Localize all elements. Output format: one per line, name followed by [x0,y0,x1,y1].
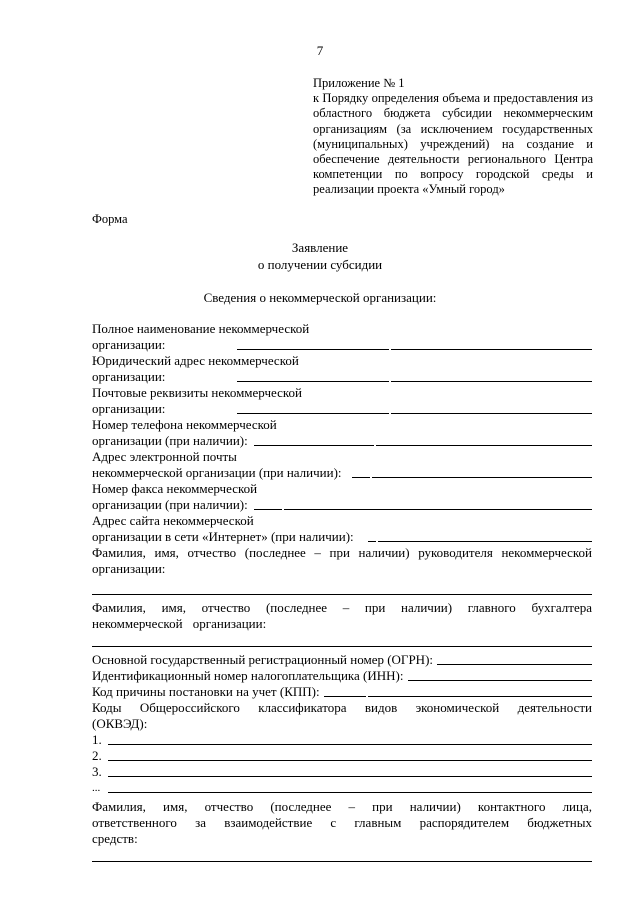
appendix-text: к Порядку определения объема и предоставления из областного бюджета субсидии некоммерческим организациям (за исключением государственных (муниципальных) учреждений) на создание и обеспечение деятельности регионального Центра компетенции по вопросу городской среды и реализации проекта «Умный город» [313,91,593,197]
phone-blank-2[interactable] [376,433,592,446]
field-fax-label-cont: организации (при наличии): [92,497,248,512]
okved-item-3-num: 3. [92,764,102,779]
site-blank[interactable] [368,529,376,542]
field-inn [92,668,592,684]
head-name-blank[interactable] [92,580,592,595]
field-phone [92,433,592,449]
field-postal [92,401,592,417]
field-fax-label: Номер факса некоммерческой [92,481,258,496]
organization-fields [92,321,592,864]
page-number: 7 [316,43,324,58]
field-site-label: Адрес сайта некоммерческой [92,513,254,528]
field-legal-address [92,369,592,385]
email-blank-2[interactable] [372,465,592,478]
email-blank[interactable] [352,465,370,478]
full-name-blank[interactable] [237,337,389,350]
postal-blank[interactable] [237,401,389,414]
okved-item-1-blank[interactable] [108,732,592,745]
field-email-label-cont: некоммерческой организации (при наличии): [92,465,342,480]
field-inn-label: Идентификационный номер налогоплательщика (ИНН): [92,668,404,683]
field-site-label-cont: организации в сети «Интернет» (при наличии): [92,529,354,544]
field-accountant-name-label: Фамилия, имя, отчество (последнее – при наличии) главного бухгалтера некоммерческой организации: [92,600,592,631]
document-title: Заявление [291,240,349,255]
appendix-title: Приложение № 1 [313,76,405,90]
field-legal-address-label: Юридический адрес некоммерческой [92,353,299,368]
field-okved-label: Коды Общероссийского классификатора видов экономической деятельности (ОКВЭД): [92,700,592,731]
fax-blank[interactable] [254,497,282,510]
field-site [92,529,592,545]
postal-blank-2[interactable] [391,401,592,414]
inn-blank[interactable] [408,668,593,681]
okved-item-2 [92,748,592,764]
okved-item-more-num: ... [92,782,101,794]
field-email-label: Адрес электронной почты [92,449,237,464]
document-subtitle: о получении субсидии [257,257,383,272]
appendix-header [313,76,593,198]
okved-item-more [92,780,592,796]
field-kpp-label: Код причины постановки на учет (КПП): [92,684,320,699]
site-blank-2[interactable] [378,529,592,542]
okved-item-1 [92,732,592,748]
field-ogrn [92,652,592,668]
contact-name-blank[interactable] [92,847,592,862]
field-phone-label-cont: организации (при наличии): [92,433,248,448]
field-full-name-label: Полное наименование некоммерческой [92,321,310,336]
legal-address-blank[interactable] [237,369,389,382]
ogrn-blank[interactable] [437,652,592,665]
field-postal-label-cont: организации: [92,401,166,416]
okved-item-1-num: 1. [92,732,102,747]
okved-item-3 [92,764,592,780]
section-heading: Сведения о некоммерческой организации: [203,290,437,305]
full-name-blank-2[interactable] [391,337,592,350]
field-fax [92,497,592,513]
field-postal-label: Почтовые реквизиты некоммерческой [92,385,302,400]
field-contact-name-label: Фамилия, имя, отчество (последнее – при наличии) контактного лица, ответственного за взаимодействие с главным распорядителем бюджетных средств: [92,799,592,846]
okved-item-2-num: 2. [92,748,102,763]
field-ogrn-label: Основной государственный регистрационный номер (ОГРН): [92,652,434,667]
phone-blank[interactable] [254,433,374,446]
field-legal-address-label-cont: организации: [92,369,166,384]
okved-item-2-blank[interactable] [108,748,592,761]
okved-item-3-blank[interactable] [108,764,592,777]
form-label: Форма [92,212,128,226]
field-head-name-label: Фамилия, имя, отчество (последнее – при наличии) руководителя некоммерческой организации: [92,545,592,576]
okved-item-more-blank[interactable] [108,780,592,793]
fax-blank-2[interactable] [284,497,592,510]
field-email [92,465,592,481]
accountant-name-blank[interactable] [92,632,592,647]
field-kpp [92,684,592,700]
field-full-name [92,337,592,353]
legal-address-blank-2[interactable] [391,369,592,382]
kpp-blank[interactable] [324,684,366,697]
field-phone-label: Номер телефона некоммерческой [92,417,277,432]
field-full-name-label-cont: организации: [92,337,166,352]
kpp-blank-2[interactable] [368,684,592,697]
